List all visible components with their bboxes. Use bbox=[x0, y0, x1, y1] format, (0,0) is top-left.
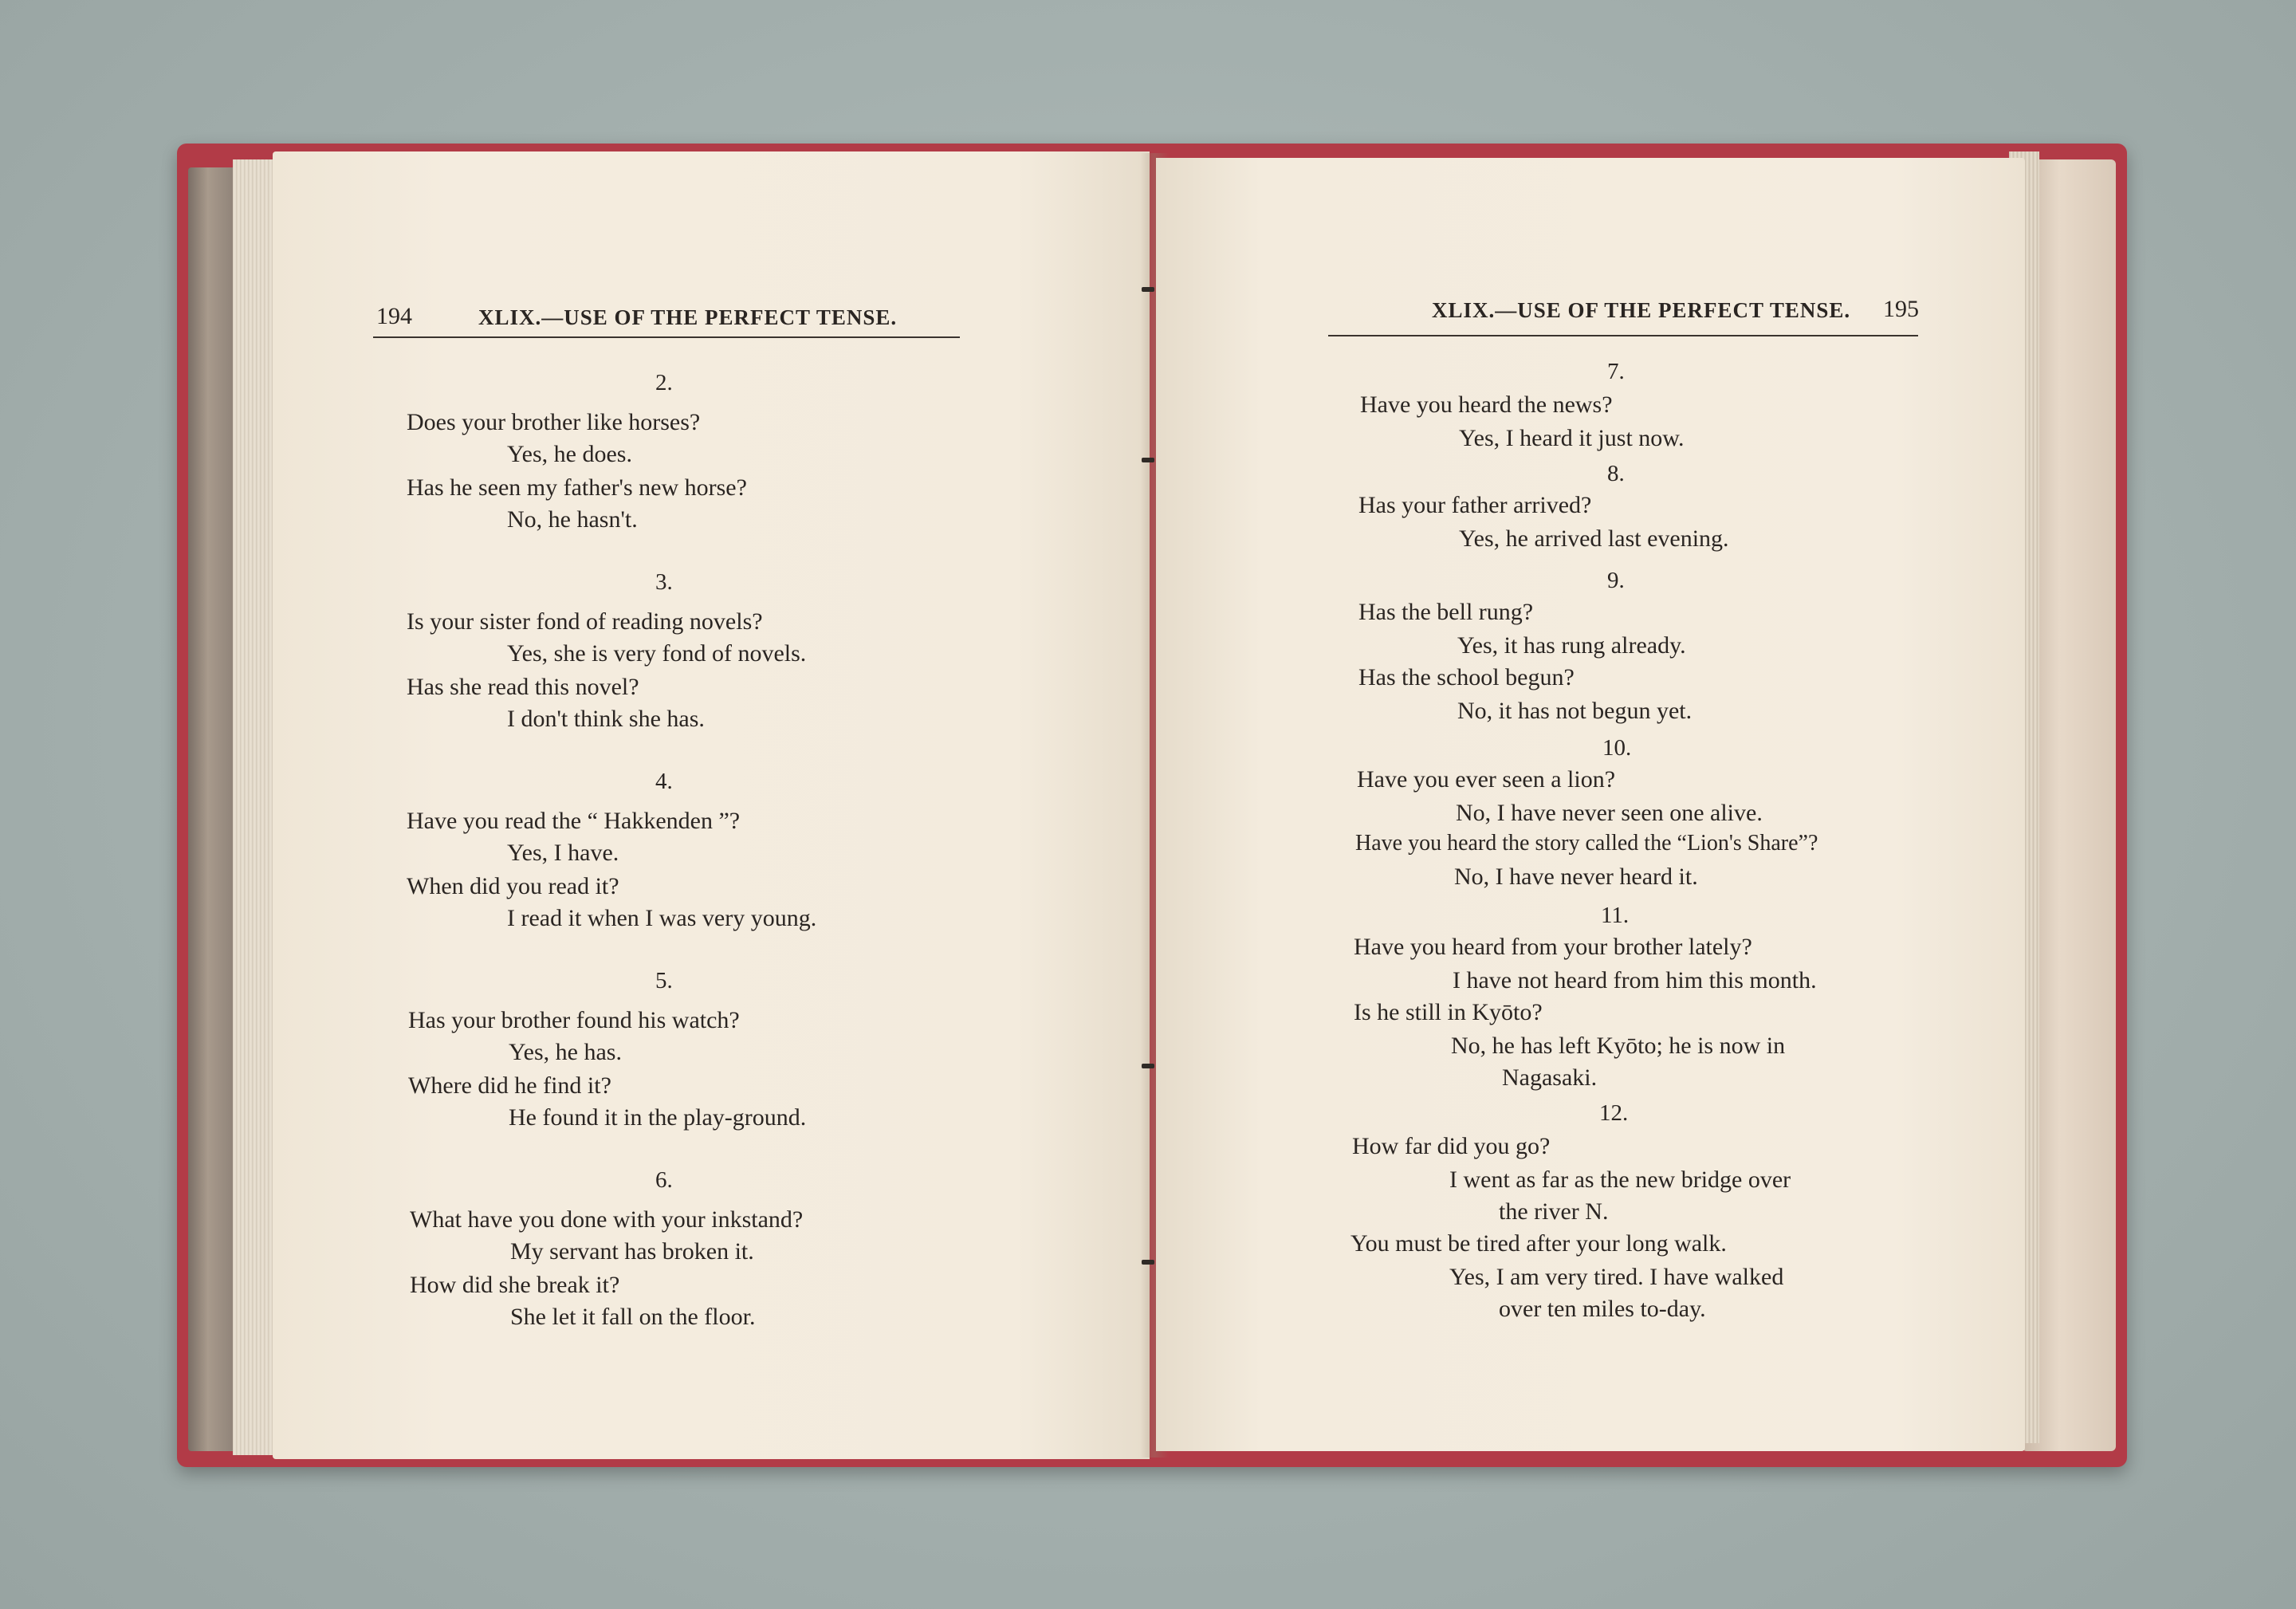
question-line: Where did he find it? bbox=[408, 1072, 611, 1099]
question-line: Does your brother like horses? bbox=[407, 409, 701, 435]
question-line: How did she break it? bbox=[410, 1272, 620, 1298]
question-line: Have you ever seen a lion? bbox=[1357, 766, 1616, 793]
question-line: Have you heard the news? bbox=[1360, 391, 1613, 418]
section-number: 2. bbox=[655, 370, 673, 395]
book-spine-edge bbox=[188, 167, 238, 1451]
answer-line: I have not heard from him this month. bbox=[1453, 967, 1817, 993]
answer-line: Yes, I heard it just now. bbox=[1459, 425, 1685, 451]
section-number: 8. bbox=[1607, 461, 1625, 486]
binding-stitch bbox=[1142, 1260, 1154, 1265]
answer-line: I went as far as the new bridge over bbox=[1449, 1166, 1791, 1193]
question-line: Has your brother found his watch? bbox=[408, 1007, 740, 1033]
right-running-head: XLIX.—USE OF THE PERFECT TENSE. bbox=[1432, 298, 1851, 322]
right-page bbox=[1156, 158, 2025, 1451]
section-number: 11. bbox=[1601, 903, 1630, 928]
left-head-rule bbox=[373, 336, 960, 338]
section-number: 7. bbox=[1607, 359, 1625, 384]
answer-line: Yes, he arrived last evening. bbox=[1459, 525, 1729, 552]
question-line: You must be tired after your long walk. bbox=[1350, 1230, 1727, 1257]
answer-line: She let it fall on the floor. bbox=[510, 1304, 756, 1330]
answer-line: Yes, it has rung already. bbox=[1457, 632, 1686, 659]
answer-line: No, it has not begun yet. bbox=[1457, 698, 1693, 724]
question-line: Has she read this novel? bbox=[407, 674, 639, 700]
answer-line: No, I have never heard it. bbox=[1454, 864, 1698, 890]
right-head-rule bbox=[1328, 335, 1918, 336]
answer-line: Nagasaki. bbox=[1502, 1064, 1598, 1091]
question-line: Has the school begun? bbox=[1358, 664, 1575, 690]
section-number: 6. bbox=[655, 1167, 673, 1193]
answer-line: Yes, I have. bbox=[507, 840, 619, 866]
answer-line: the river N. bbox=[1499, 1198, 1609, 1225]
question-line: Is he still in Kyōto? bbox=[1354, 999, 1543, 1025]
question-line: Has the bell rung? bbox=[1358, 599, 1534, 625]
left-running-head: XLIX.—USE OF THE PERFECT TENSE. bbox=[478, 305, 898, 329]
answer-line: No, I have never seen one alive. bbox=[1456, 800, 1763, 826]
section-number: 9. bbox=[1607, 568, 1625, 593]
question-line: Have you heard the story called the “Lion's Share”? bbox=[1355, 831, 1818, 856]
answer-line: I don't think she has. bbox=[507, 706, 705, 732]
left-page bbox=[273, 151, 1150, 1459]
section-number: 5. bbox=[655, 968, 673, 993]
answer-line: Yes, he does. bbox=[507, 441, 632, 467]
answer-line: Yes, she is very fond of novels. bbox=[507, 640, 807, 667]
answer-line: over ten miles to-day. bbox=[1499, 1296, 1706, 1322]
question-line: Is your sister fond of reading novels? bbox=[407, 608, 763, 635]
question-line: How far did you go? bbox=[1352, 1133, 1551, 1159]
section-number: 12. bbox=[1599, 1100, 1629, 1126]
question-line: Have you heard from your brother lately? bbox=[1354, 934, 1752, 960]
answer-line: Yes, he has. bbox=[509, 1039, 622, 1065]
answer-line: He found it in the play-ground. bbox=[509, 1104, 807, 1131]
binding-stitch bbox=[1142, 458, 1154, 462]
section-number: 4. bbox=[655, 769, 673, 794]
question-line: What have you done with your inkstand? bbox=[410, 1206, 804, 1233]
answer-line: Yes, I am very tired. I have walked bbox=[1449, 1264, 1784, 1290]
section-number: 3. bbox=[655, 569, 673, 595]
question-line: When did you read it? bbox=[407, 873, 619, 899]
binding-stitch bbox=[1142, 287, 1154, 292]
question-line: Has he seen my father's new horse? bbox=[407, 474, 747, 501]
answer-line: My servant has broken it. bbox=[510, 1238, 754, 1265]
left-page-number: 194 bbox=[376, 303, 412, 329]
section-number: 10. bbox=[1602, 735, 1632, 761]
question-line: Have you read the “ Hakkenden ”? bbox=[407, 808, 741, 834]
right-page-number: 195 bbox=[1883, 296, 1919, 322]
answer-line: I read it when I was very young. bbox=[507, 905, 817, 931]
answer-line: No, he hasn't. bbox=[507, 506, 638, 533]
question-line: Has your father arrived? bbox=[1358, 492, 1592, 518]
binding-stitch bbox=[1142, 1064, 1154, 1068]
answer-line: No, he has left Kyōto; he is now in bbox=[1451, 1033, 1786, 1059]
